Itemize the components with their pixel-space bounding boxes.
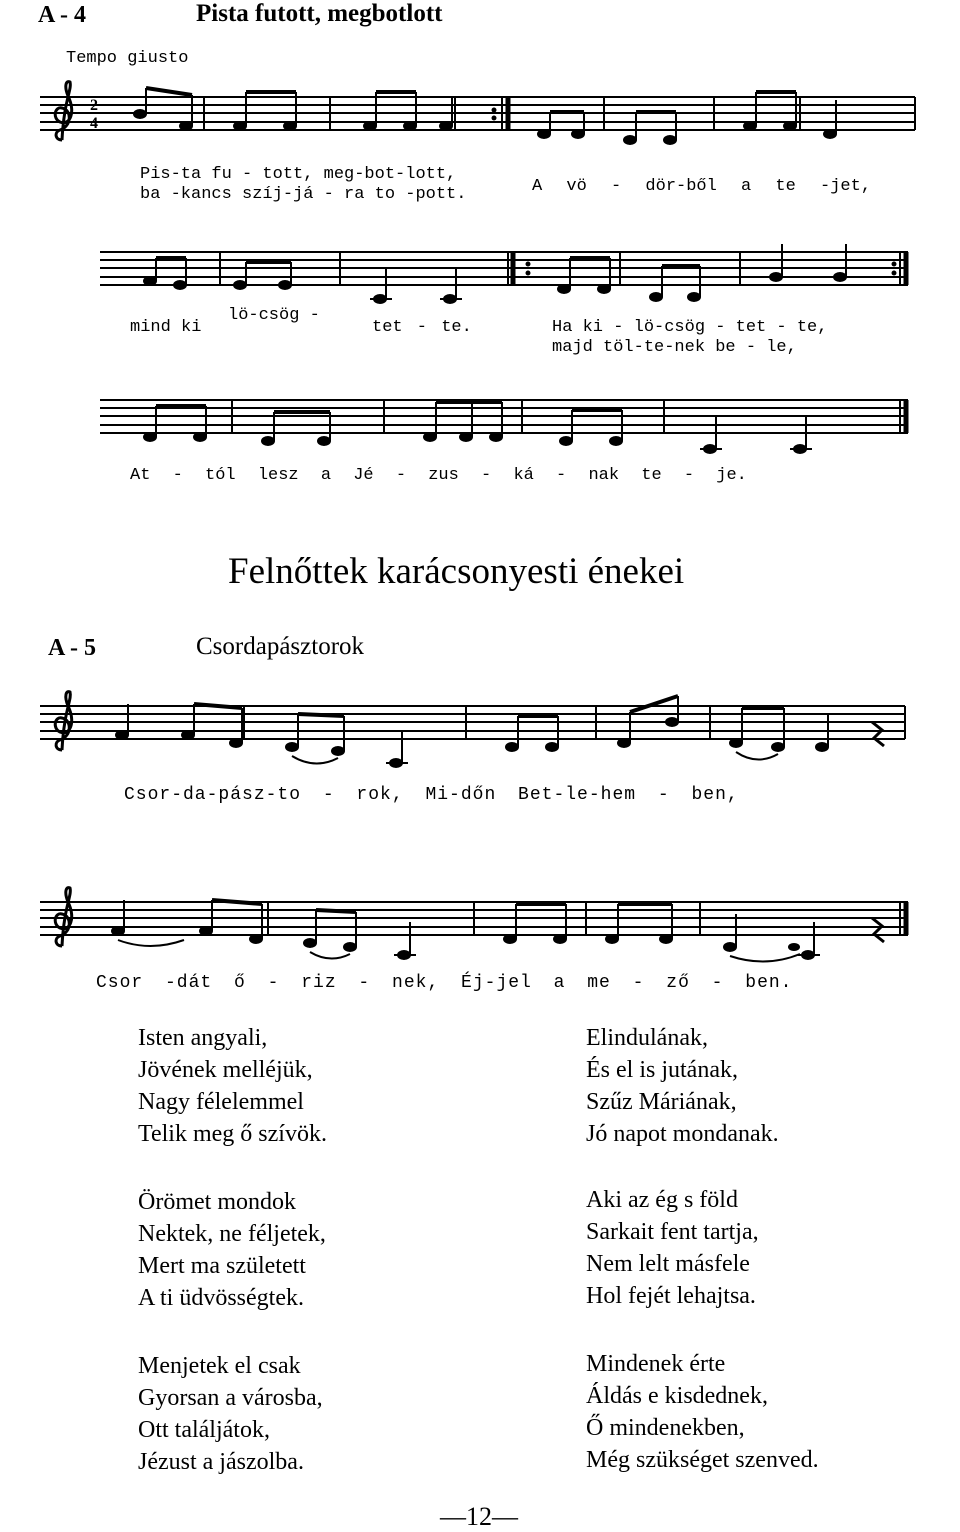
song-a4-title: Pista futott, megbotlott — [196, 0, 443, 27]
repeat-sign-icon — [492, 108, 497, 113]
song-a4-staff-2 — [0, 240, 960, 310]
stanza-line: Hol fejét lehajtsa. — [586, 1283, 756, 1309]
svg-text:4: 4 — [90, 115, 98, 132]
section-heading: Felnőttek karácsonyesti énekei — [228, 551, 685, 592]
song-a4-tempo: Tempo giusto — [66, 49, 189, 68]
page-number: —12— — [440, 1502, 518, 1531]
stanza-line: Elindulának, — [586, 1025, 708, 1051]
song-a5-line1: Csor-da-pász-to - rok, Mi-dőn Bet-le-hem - ben, — [124, 785, 739, 805]
stanza-line: Mert ma született — [138, 1253, 306, 1279]
stanza-line: Aki az ég s föld — [586, 1187, 738, 1213]
stanza-line: Mindenek érte — [586, 1351, 726, 1377]
song-a4-id: A - 4 — [38, 2, 86, 28]
song-a4-line2-verse-2: majd töl-te-nek be - le, — [552, 338, 797, 357]
song-a4-line1-right: A vö - dör-ből a te -jet, — [532, 177, 872, 196]
treble-clef-icon — [55, 82, 71, 140]
song-a5-staff-1 — [0, 690, 960, 770]
stanza-line: Még szükséget szenved. — [586, 1447, 819, 1473]
song-a4-verse-2: ba -kancs szíj-já - ra to -pott. — [140, 185, 467, 204]
song-a5-title: Csordapásztorok — [196, 633, 365, 660]
song-a5-staff-2 — [0, 880, 960, 960]
stanza-line: Nektek, ne féljetek, — [138, 1221, 326, 1247]
stanza-line: Szűz Máriának, — [586, 1089, 737, 1115]
stanza-line: Ő mindenekben, — [586, 1415, 745, 1441]
stanza-line: Áldás e kisdednek, — [586, 1383, 768, 1409]
stanza-line: Jézust a jászolba. — [138, 1449, 304, 1475]
stanza-line: Menjetek el csak — [138, 1353, 301, 1379]
song-a4-staff-3 — [0, 390, 960, 460]
stanza-line: Sarkait fent tartja, — [586, 1219, 759, 1245]
stanza-line: Ott találjátok, — [138, 1417, 270, 1443]
song-a5-line2: Csor -dát ő - riz - nek, Éj-jel a me - ző - ben. — [96, 973, 793, 993]
song-a4-line2-verse-1: Ha ki - lö-csög - tet - te, — [552, 318, 828, 337]
stanza-line: Telik meg ő szívök. — [138, 1121, 327, 1147]
song-a4-staff-1 — [0, 88, 960, 148]
stanza-line: Nagy félelemmel — [138, 1089, 304, 1115]
song-a4-verse-1: Pis-ta fu - tott, meg-bot-lott, — [140, 165, 457, 184]
stanza-left-1 — [138, 1022, 327, 1150]
stanza-line: A ti üdvösségtek. — [138, 1285, 304, 1311]
stanza-line: Gyorsan a városba, — [138, 1385, 323, 1411]
stanza-right-3 — [586, 1348, 819, 1476]
song-a4-line2-left3: tet - te. — [372, 318, 472, 337]
song-a4-line3: At - tól lesz a Jé - zus - ká - nak te - je. — [130, 466, 747, 485]
time-signature-icon: 2 — [90, 97, 98, 114]
rest-icon — [872, 722, 884, 746]
song-a5-id: A - 5 — [48, 635, 96, 661]
stanza-line: Örömet mondok — [138, 1189, 296, 1215]
stanza-right-1 — [586, 1022, 779, 1150]
stanza-line: Isten angyali, — [138, 1025, 268, 1051]
stanza-line: Jövének melléjük, — [138, 1057, 313, 1083]
song-a4-line2-left1: mind ki — [130, 318, 202, 337]
stanza-right-2 — [586, 1184, 759, 1312]
song-a4-line2-left2: lö-csög - — [228, 306, 320, 325]
stanza-left-2 — [138, 1186, 326, 1314]
stanza-left-3 — [138, 1350, 323, 1478]
stanza-line: Nem lelt másfele — [586, 1251, 750, 1277]
stanza-line: Jó napot mondanak. — [586, 1121, 779, 1147]
stanza-line: És el is jutának, — [586, 1057, 738, 1083]
